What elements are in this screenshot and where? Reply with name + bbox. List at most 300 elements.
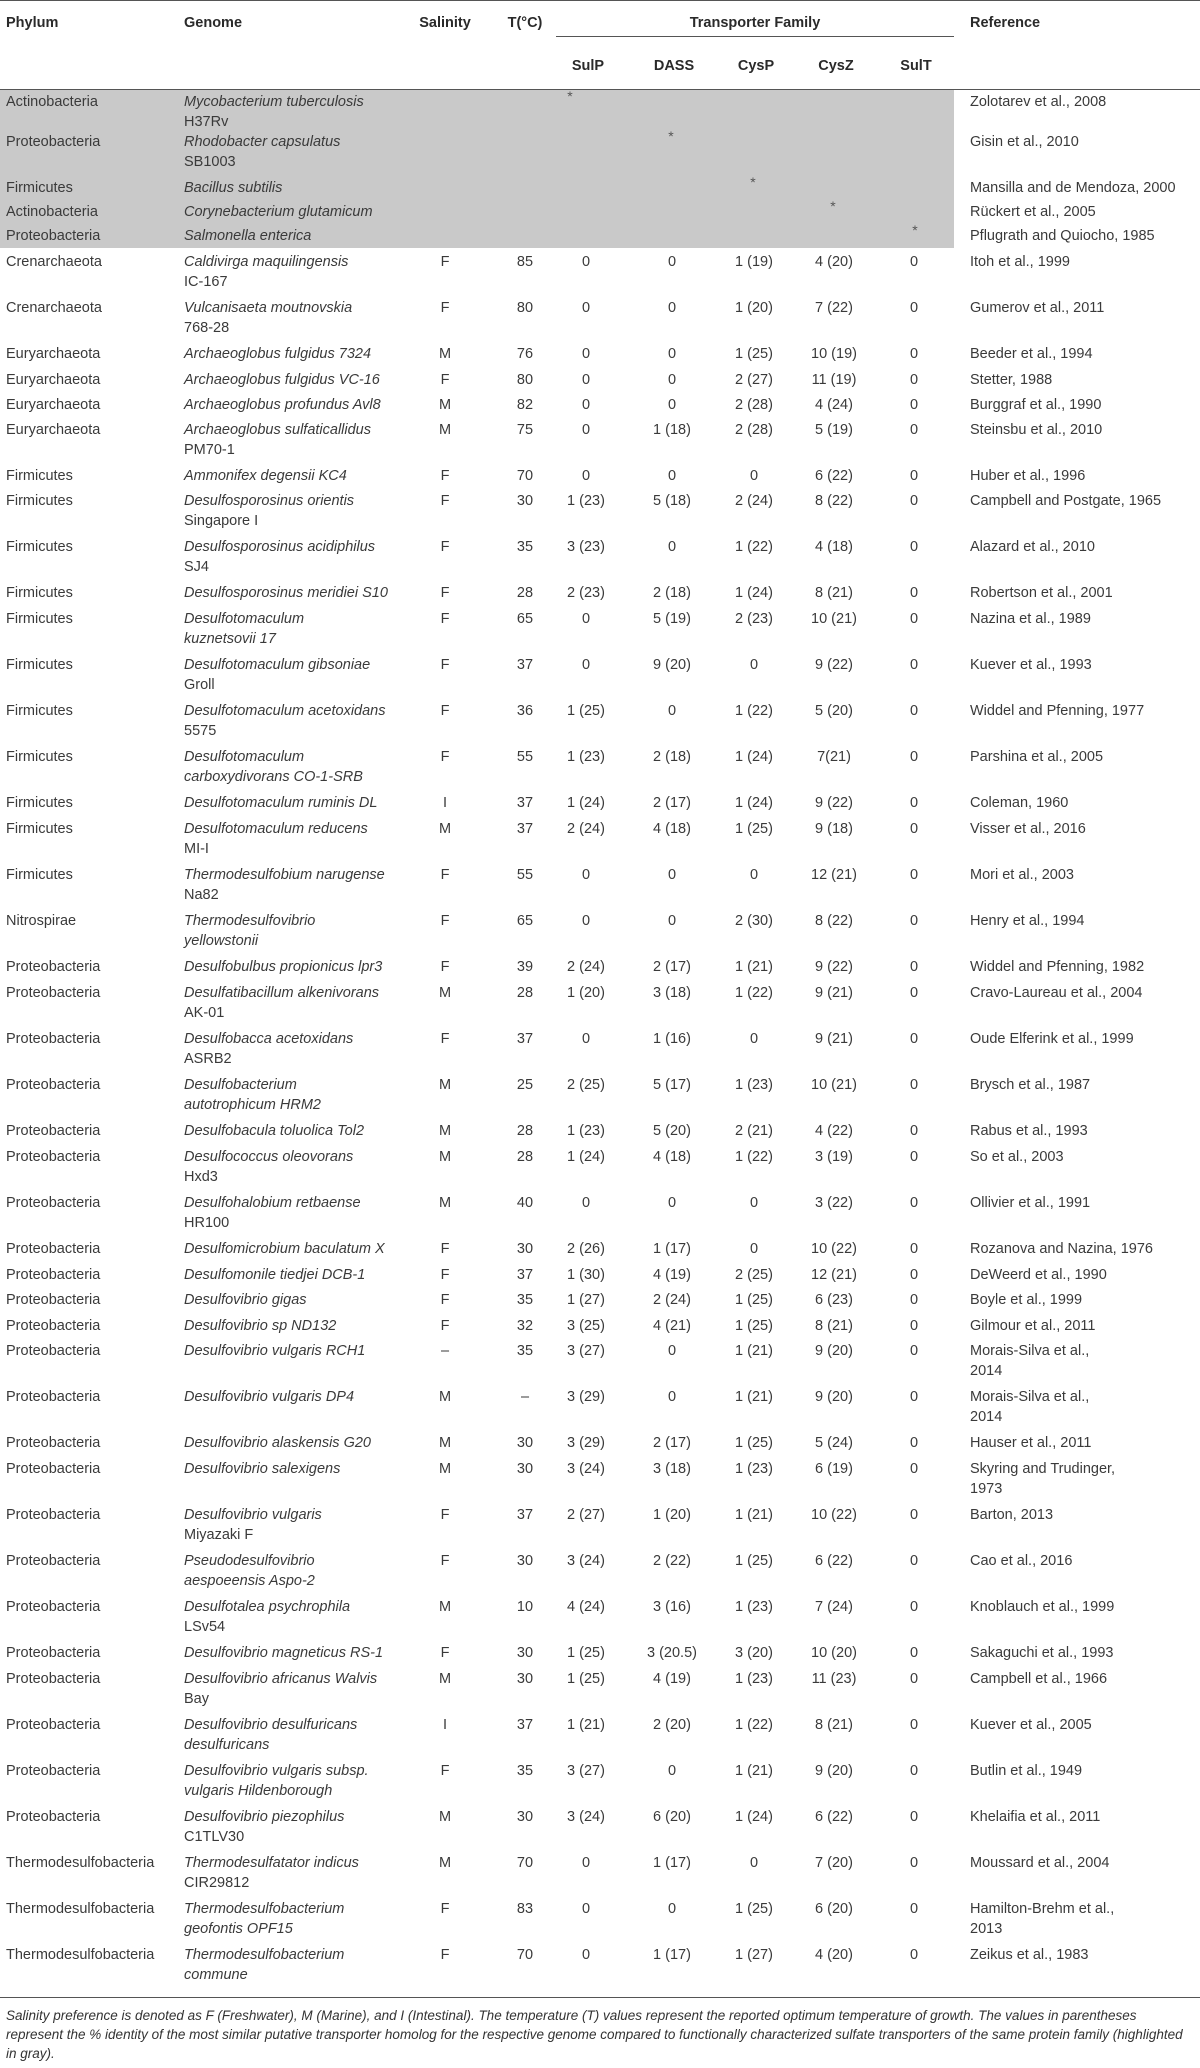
- row-value: 5 (20): [653, 1123, 691, 1139]
- row-value: 2 (24): [735, 493, 773, 509]
- row-genome: vulgaris Hildenborough: [184, 1783, 333, 1799]
- row-value: 1 (24): [735, 1809, 773, 1825]
- row-value: 11 (23): [811, 1671, 857, 1687]
- row-value: 0: [909, 1599, 919, 1615]
- row-temperature: 37: [516, 1267, 534, 1283]
- row-value: 3 (20): [735, 1645, 773, 1661]
- row-phylum: Proteobacteria: [6, 1507, 101, 1523]
- row-value: 1 (20): [567, 985, 605, 1001]
- row-genome: SJ4: [184, 559, 209, 575]
- row-value: 2 (27): [735, 372, 773, 388]
- row-value: 0: [581, 1901, 591, 1917]
- row-reference: 2014: [970, 1363, 1003, 1379]
- ref-row-genome: Rhodobacter capsulatus: [184, 134, 341, 150]
- ref-row-genome: Bacillus subtilis: [184, 180, 283, 196]
- row-reference: Ollivier et al., 1991: [970, 1195, 1091, 1211]
- header-cysz: CysZ: [818, 58, 854, 74]
- row-value: 7 (24): [815, 1599, 853, 1615]
- row-value: 0: [667, 468, 677, 484]
- row-reference: Kuever et al., 2005: [970, 1717, 1092, 1733]
- row-value: 1 (22): [735, 1149, 773, 1165]
- row-value: 0: [581, 1031, 591, 1047]
- row-salinity: M: [438, 1671, 452, 1687]
- row-temperature: 30: [516, 1645, 534, 1661]
- row-value: 6 (22): [815, 1553, 853, 1569]
- row-phylum: Euryarchaeota: [6, 422, 101, 438]
- ref-row-phylum: Proteobacteria: [6, 134, 101, 150]
- row-value: 2 (23): [735, 611, 773, 627]
- row-value: 2 (17): [653, 959, 691, 975]
- row-genome: autotrophicum HRM2: [184, 1097, 321, 1113]
- row-salinity: F: [440, 1241, 450, 1257]
- row-phylum: Firmicutes: [6, 867, 73, 883]
- row-phylum: Firmicutes: [6, 657, 73, 673]
- row-value: 0: [909, 1292, 919, 1308]
- row-temperature: 80: [516, 372, 534, 388]
- row-genome: Desulfovibrio alaskensis G20: [184, 1435, 371, 1451]
- row-salinity: F: [440, 1553, 450, 1569]
- row-genome: Thermodesulfovibrio: [184, 913, 316, 929]
- row-genome: Archaeoglobus profundus Avl8: [184, 397, 381, 413]
- row-genome: MI-I: [184, 841, 209, 857]
- row-genome: LSv54: [184, 1619, 226, 1635]
- row-value: 1 (17): [653, 1947, 691, 1963]
- row-temperature: 70: [516, 468, 534, 484]
- row-value: 0: [909, 1031, 919, 1047]
- row-value: 3 (29): [567, 1435, 605, 1451]
- row-value: 0: [909, 985, 919, 1001]
- row-value: 0: [667, 867, 677, 883]
- row-reference: Stetter, 1988: [970, 372, 1053, 388]
- ref-row-reference: Gisin et al., 2010: [970, 134, 1079, 150]
- row-reference: Widdel and Pfenning, 1977: [970, 703, 1145, 719]
- row-value: 9 (22): [815, 657, 853, 673]
- row-value: 0: [909, 1763, 919, 1779]
- row-value: 0: [909, 468, 919, 484]
- row-temperature: 70: [516, 1947, 534, 1963]
- row-genome: Ammonifex degensii KC4: [184, 468, 347, 484]
- row-value: 10 (22): [811, 1241, 857, 1257]
- row-salinity: M: [438, 1435, 452, 1451]
- row-salinity: M: [438, 985, 452, 1001]
- row-value: 1 (24): [567, 795, 605, 811]
- row-value: 0: [909, 1318, 919, 1334]
- row-salinity: M: [438, 1195, 452, 1211]
- row-reference: Widdel and Pfenning, 1982: [970, 959, 1145, 975]
- row-value: 9 (22): [815, 795, 853, 811]
- row-temperature: 65: [516, 611, 534, 627]
- row-value: 4 (20): [815, 1947, 853, 1963]
- row-value: 1 (30): [567, 1267, 605, 1283]
- row-genome: Desulfotomaculum ruminis DL: [184, 795, 378, 811]
- ref-row-genome: Salmonella enterica: [184, 228, 312, 244]
- row-genome: PM70-1: [184, 442, 235, 458]
- row-salinity: M: [438, 346, 452, 362]
- row-phylum: Proteobacteria: [6, 1389, 101, 1405]
- row-value: 1 (25): [735, 821, 773, 837]
- row-value: 1 (16): [653, 1031, 691, 1047]
- row-value: 3 (18): [653, 1461, 691, 1477]
- row-value: 0: [667, 539, 677, 555]
- row-temperature: 37: [516, 1717, 534, 1733]
- row-value: 0: [581, 422, 591, 438]
- row-reference: Cao et al., 2016: [970, 1553, 1073, 1569]
- row-value: 0: [909, 1343, 919, 1359]
- row-phylum: Proteobacteria: [6, 1241, 101, 1257]
- row-value: 8 (21): [815, 1717, 853, 1733]
- row-reference: Khelaifia et al., 2011: [970, 1809, 1101, 1825]
- row-genome: kuznetsovii 17: [184, 631, 276, 647]
- row-value: 4 (18): [653, 1149, 691, 1165]
- ref-row-genome: H37Rv: [184, 114, 229, 130]
- row-temperature: –: [520, 1389, 530, 1405]
- row-temperature: 37: [516, 657, 534, 673]
- row-value: 5 (24): [815, 1435, 853, 1451]
- row-phylum: Proteobacteria: [6, 1077, 101, 1093]
- row-genome: Desulfohalobium retbaense: [184, 1195, 361, 1211]
- row-value: 2 (23): [567, 585, 605, 601]
- row-genome: Desulfovibrio vulgaris: [184, 1507, 322, 1523]
- row-value: 4 (19): [653, 1267, 691, 1283]
- row-reference: Morais-Silva et al.,: [970, 1389, 1090, 1405]
- row-value: 3 (25): [567, 1318, 605, 1334]
- row-genome: Desulfovibrio vulgaris subsp.: [184, 1763, 369, 1779]
- row-value: 1 (23): [735, 1077, 773, 1093]
- row-value: 1 (25): [735, 1318, 773, 1334]
- ref-row-marker: *: [830, 198, 836, 214]
- row-reference: Alazard et al., 2010: [970, 539, 1095, 555]
- row-temperature: 37: [516, 1507, 534, 1523]
- row-temperature: 70: [516, 1855, 534, 1871]
- row-genome: 768-28: [184, 320, 230, 336]
- row-genome: Desulfotomaculum: [184, 611, 305, 627]
- row-genome: Desulfococcus oleovorans: [184, 1149, 354, 1165]
- row-reference: Visser et al., 2016: [970, 821, 1086, 837]
- row-genome: Archaeoglobus fulgidus VC-16: [184, 372, 380, 388]
- row-phylum: Firmicutes: [6, 611, 73, 627]
- row-value: 0: [581, 397, 591, 413]
- row-value: 3 (29): [567, 1389, 605, 1405]
- row-value: 0: [909, 1461, 919, 1477]
- row-value: 2 (17): [653, 795, 691, 811]
- row-value: 0: [909, 254, 919, 270]
- row-temperature: 55: [516, 749, 534, 765]
- row-temperature: 28: [516, 1149, 534, 1165]
- row-salinity: F: [440, 1947, 450, 1963]
- ref-row-reference: Pflugrath and Quiocho, 1985: [970, 228, 1155, 244]
- row-salinity: F: [440, 539, 450, 555]
- row-phylum: Proteobacteria: [6, 1343, 101, 1359]
- row-temperature: 35: [516, 539, 534, 555]
- row-value: 0: [581, 1195, 591, 1211]
- row-phylum: Thermodesulfobacteria: [6, 1855, 155, 1871]
- row-value: 0: [909, 1671, 919, 1687]
- row-value: 0: [909, 795, 919, 811]
- row-genome: Desulfotomaculum reducens: [184, 821, 368, 837]
- row-genome: Desulfobulbus propionicus lpr3: [184, 959, 383, 975]
- row-genome: Desulfotomaculum gibsoniae: [184, 657, 371, 673]
- row-value: 6 (22): [815, 468, 853, 484]
- row-value: 0: [909, 1809, 919, 1825]
- row-value: 0: [909, 1267, 919, 1283]
- row-reference: Oude Elferink et al., 1999: [970, 1031, 1134, 1047]
- row-salinity: F: [440, 703, 450, 719]
- row-value: 0: [909, 493, 919, 509]
- top-rule: [0, 0, 1200, 1]
- header-dass: DASS: [653, 58, 695, 74]
- row-reference: Campbell and Postgate, 1965: [970, 493, 1162, 509]
- row-value: 2 (17): [653, 1435, 691, 1451]
- ref-row-marker: *: [912, 222, 918, 238]
- row-genome: Desulfotalea psychrophila: [184, 1599, 351, 1615]
- row-phylum: Proteobacteria: [6, 1599, 101, 1615]
- row-value: 7 (22): [815, 300, 853, 316]
- row-value: 1 (23): [735, 1461, 773, 1477]
- row-value: 0: [667, 372, 677, 388]
- row-salinity: F: [440, 1645, 450, 1661]
- row-value: 1 (21): [735, 1343, 773, 1359]
- row-value: 10 (20): [811, 1645, 857, 1661]
- row-phylum: Nitrospirae: [6, 913, 77, 929]
- row-value: 4 (20): [815, 254, 853, 270]
- row-phylum: Firmicutes: [6, 703, 73, 719]
- row-genome: Desulfovibrio desulfuricans: [184, 1717, 358, 1733]
- row-value: 1 (25): [567, 1645, 605, 1661]
- row-value: 0: [909, 346, 919, 362]
- row-value: 0: [909, 1435, 919, 1451]
- row-value: 10 (21): [811, 1077, 857, 1093]
- row-genome: geofontis OPF15: [184, 1921, 293, 1937]
- row-value: 2 (25): [735, 1267, 773, 1283]
- row-temperature: 35: [516, 1292, 534, 1308]
- row-reference: Coleman, 1960: [970, 795, 1069, 811]
- row-temperature: 30: [516, 1809, 534, 1825]
- row-genome: AK-01: [184, 1005, 225, 1021]
- row-phylum: Euryarchaeota: [6, 372, 101, 388]
- row-value: 1 (21): [735, 1507, 773, 1523]
- row-value: 0: [749, 468, 759, 484]
- row-reference: 1973: [970, 1481, 1003, 1497]
- row-salinity: M: [438, 422, 452, 438]
- row-value: 3 (27): [567, 1763, 605, 1779]
- row-value: 1 (22): [735, 985, 773, 1001]
- row-reference: Zeikus et al., 1983: [970, 1947, 1089, 1963]
- row-value: 5 (19): [653, 611, 691, 627]
- row-temperature: 82: [516, 397, 534, 413]
- row-genome: desulfuricans: [184, 1737, 270, 1753]
- row-value: 9 (21): [815, 985, 853, 1001]
- row-value: 1 (23): [567, 493, 605, 509]
- row-genome: Desulfomonile tiedjei DCB-1: [184, 1267, 366, 1283]
- row-value: 0: [667, 1343, 677, 1359]
- row-phylum: Proteobacteria: [6, 1809, 101, 1825]
- row-value: 7(21): [817, 749, 851, 765]
- row-reference: Barton, 2013: [970, 1507, 1054, 1523]
- row-salinity: M: [438, 821, 452, 837]
- row-value: 0: [749, 1855, 759, 1871]
- row-phylum: Firmicutes: [6, 795, 73, 811]
- row-temperature: 30: [516, 1553, 534, 1569]
- row-genome: Groll: [184, 677, 215, 693]
- header-salinity: Salinity: [419, 15, 471, 31]
- ref-row-reference: Mansilla and de Mendoza, 2000: [970, 180, 1176, 196]
- row-value: 3 (24): [567, 1553, 605, 1569]
- row-value: 1 (17): [653, 1855, 691, 1871]
- row-value: 5 (19): [815, 422, 853, 438]
- row-value: 1 (21): [735, 959, 773, 975]
- row-temperature: 30: [516, 1435, 534, 1451]
- row-value: 0: [581, 1855, 591, 1871]
- row-reference: Cravo-Laureau et al., 2004: [970, 985, 1143, 1001]
- row-temperature: 65: [516, 913, 534, 929]
- row-value: 2 (28): [735, 397, 773, 413]
- row-value: 1 (23): [735, 1599, 773, 1615]
- table-footnote: Salinity preference is denoted as F (Freshwater), M (Marine), and I (Intestinal). The temperature (T) values represent the reported optimum temperature of growth. The values in parentheses represent the % identity of the most similar putative transporter homolog for the respective genome compared to functionally characterized sulfate transporters of the same protein family (highlighted in gray).: [6, 2008, 1183, 2061]
- row-value: 10 (22): [811, 1507, 857, 1523]
- row-value: 3 (22): [815, 1195, 853, 1211]
- row-reference: Parshina et al., 2005: [970, 749, 1104, 765]
- row-value: 1 (22): [735, 1717, 773, 1733]
- row-genome: aespoeensis Aspo-2: [184, 1573, 315, 1589]
- row-temperature: 40: [516, 1195, 534, 1211]
- ref-row-phylum: Proteobacteria: [6, 228, 101, 244]
- row-phylum: Firmicutes: [6, 468, 73, 484]
- row-value: 1 (25): [735, 1553, 773, 1569]
- row-temperature: 25: [516, 1077, 534, 1093]
- row-value: 6 (20): [653, 1809, 691, 1825]
- header-sulp: SulP: [571, 58, 605, 74]
- row-value: 8 (22): [815, 913, 853, 929]
- row-genome: Thermodesulfobacterium: [184, 1901, 345, 1917]
- ref-row-phylum: Actinobacteria: [6, 94, 98, 110]
- row-genome: CIR29812: [184, 1875, 250, 1891]
- row-reference: 2014: [970, 1409, 1003, 1425]
- row-phylum: Proteobacteria: [6, 1717, 101, 1733]
- row-value: 1 (23): [567, 749, 605, 765]
- row-phylum: Proteobacteria: [6, 1461, 101, 1477]
- row-phylum: Proteobacteria: [6, 1435, 101, 1451]
- row-value: 2 (24): [567, 959, 605, 975]
- row-phylum: Thermodesulfobacteria: [6, 1947, 155, 1963]
- row-value: 0: [909, 1947, 919, 1963]
- row-genome: Desulfotomaculum: [184, 749, 305, 765]
- ref-row-phylum: Firmicutes: [6, 180, 73, 196]
- row-salinity: M: [438, 1123, 452, 1139]
- row-value: 0: [909, 657, 919, 673]
- row-value: 3 (16): [653, 1599, 691, 1615]
- row-value: 1 (17): [653, 1241, 691, 1257]
- row-value: 6 (19): [815, 1461, 853, 1477]
- row-salinity: F: [440, 1763, 450, 1779]
- row-temperature: 28: [516, 585, 534, 601]
- row-salinity: M: [438, 397, 452, 413]
- row-value: 3 (24): [567, 1809, 605, 1825]
- row-genome: Vulcanisaeta moutnovskia: [184, 300, 353, 316]
- row-phylum: Firmicutes: [6, 821, 73, 837]
- row-value: 0: [909, 749, 919, 765]
- row-value: 0: [581, 657, 591, 673]
- row-value: 3 (23): [567, 539, 605, 555]
- row-reference: Hamilton-Brehm et al.,: [970, 1901, 1115, 1917]
- row-temperature: 75: [516, 422, 534, 438]
- row-value: 0: [667, 1763, 677, 1779]
- row-salinity: M: [438, 1149, 452, 1165]
- row-value: 3 (20.5): [647, 1645, 697, 1661]
- row-value: 9 (20): [815, 1343, 853, 1359]
- bottom-rule: [0, 1997, 1200, 1998]
- row-value: 6 (22): [815, 1809, 853, 1825]
- row-value: 8 (21): [815, 585, 853, 601]
- row-reference: Knoblauch et al., 1999: [970, 1599, 1115, 1615]
- row-value: 0: [909, 703, 919, 719]
- row-value: 2 (21): [735, 1123, 773, 1139]
- row-phylum: Firmicutes: [6, 539, 73, 555]
- row-reference: Mori et al., 2003: [970, 867, 1074, 883]
- row-genome: Thermodesulfobium narugense: [184, 867, 385, 883]
- row-value: 9 (22): [815, 959, 853, 975]
- row-value: 0: [667, 1901, 677, 1917]
- header-cysp: CysP: [737, 58, 775, 74]
- row-value: 5 (17): [653, 1077, 691, 1093]
- row-value: 4 (19): [653, 1671, 691, 1687]
- row-value: 3 (24): [567, 1461, 605, 1477]
- row-temperature: 30: [516, 1671, 534, 1687]
- row-genome: Desulfosporosinus orientis: [184, 493, 355, 509]
- row-value: 0: [581, 254, 591, 270]
- row-value: 1 (27): [735, 1947, 773, 1963]
- row-value: 1 (21): [735, 1763, 773, 1779]
- row-value: 2 (27): [567, 1507, 605, 1523]
- row-value: 0: [581, 1947, 591, 1963]
- row-salinity: F: [440, 1292, 450, 1308]
- row-value: 0: [909, 1855, 919, 1871]
- row-reference: Steinsbu et al., 2010: [970, 422, 1103, 438]
- row-temperature: 30: [516, 1241, 534, 1257]
- row-salinity: F: [440, 913, 450, 929]
- row-salinity: F: [440, 959, 450, 975]
- row-value: 0: [667, 300, 677, 316]
- row-value: 1 (23): [567, 1123, 605, 1139]
- row-phylum: Firmicutes: [6, 585, 73, 601]
- row-genome: Na82: [184, 887, 219, 903]
- row-genome: 5575: [184, 723, 217, 739]
- row-value: 6 (23): [815, 1292, 853, 1308]
- row-phylum: Firmicutes: [6, 493, 73, 509]
- row-value: 9 (20): [815, 1389, 853, 1405]
- row-value: 6 (20): [815, 1901, 853, 1917]
- row-reference: Huber et al., 1996: [970, 468, 1086, 484]
- ref-row-genome: Corynebacterium glutamicum: [184, 204, 373, 220]
- row-reference: 2013: [970, 1921, 1003, 1937]
- ref-row-phylum: Actinobacteria: [6, 204, 98, 220]
- row-value: 2 (26): [567, 1241, 605, 1257]
- row-value: 4 (18): [653, 821, 691, 837]
- row-value: 9 (20): [815, 1763, 853, 1779]
- row-salinity: F: [440, 1901, 450, 1917]
- row-value: 12 (21): [811, 1267, 857, 1283]
- row-salinity: F: [440, 1267, 450, 1283]
- row-genome: Desulfobacca acetoxidans: [184, 1031, 354, 1047]
- row-phylum: Proteobacteria: [6, 1292, 101, 1308]
- row-value: 0: [909, 300, 919, 316]
- row-genome: ASRB2: [184, 1051, 232, 1067]
- row-value: 0: [749, 1195, 759, 1211]
- row-reference: Itoh et al., 1999: [970, 254, 1070, 270]
- row-temperature: 37: [516, 1031, 534, 1047]
- row-value: 0: [909, 372, 919, 388]
- row-reference: Burggraf et al., 1990: [970, 397, 1102, 413]
- row-value: 0: [909, 1645, 919, 1661]
